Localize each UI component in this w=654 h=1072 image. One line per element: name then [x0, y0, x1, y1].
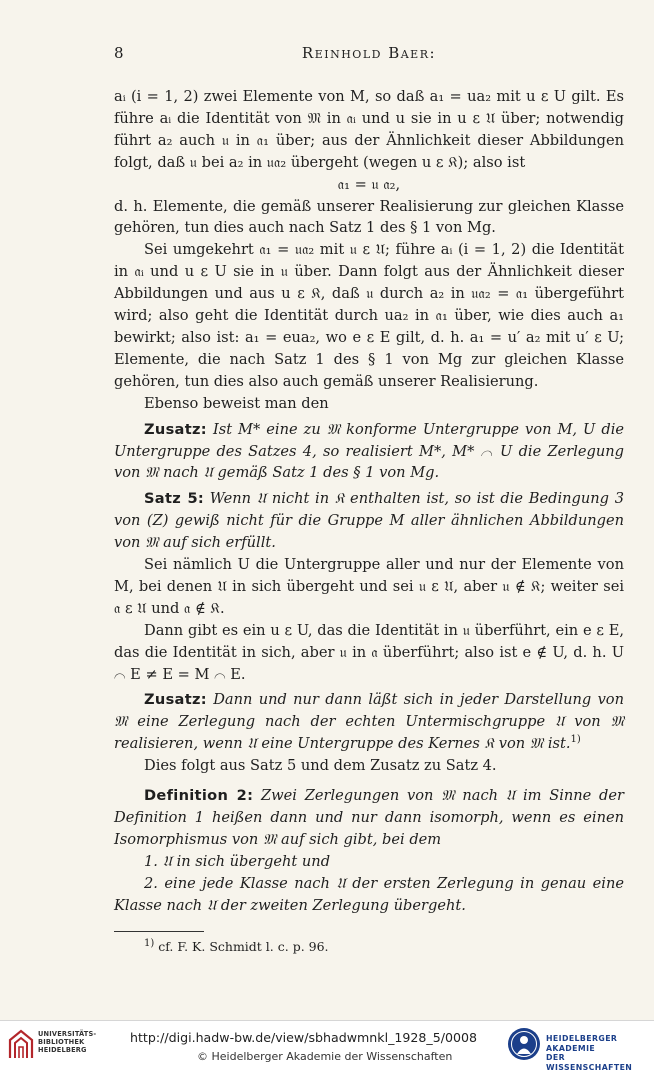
viewer-footer [0, 1020, 654, 1072]
academy-name: HEIDELBERGER AKADEMIE DER WISSENSCHAFTEN [546, 1034, 633, 1072]
satz-5-text: Wenn 𝔘 nicht in 𝔎 enthalten ist, so ist die Bedingung 3 von (Z) gewiß nicht für die Gruppe M aller ähnlichen Abbildungen von 𝔐 auf sich erfüllt. [114, 490, 625, 552]
zusatz-1 [114, 419, 624, 485]
copyright-text: © Heidelberger Akademie der Wissenschaften [197, 1050, 453, 1063]
satz-5 [114, 488, 624, 554]
page-number: 8 [114, 44, 125, 62]
zusatz-2-text: Dann und nur dann läßt sich in jeder Darstellung von 𝔐 eine Zerlegung nach der echten Untermischgruppe 𝔘 von 𝔐 realisieren, wenn 𝔘 eine Untergruppe des Kernes 𝔎 von 𝔐 ist. [114, 691, 624, 753]
equation-1: 𝔞₁ = 𝔲 𝔞₂, [337, 175, 401, 193]
running-title: Reinhold Baer: [301, 44, 437, 62]
paragraph-1: aᵢ (i = 1, 2) zwei Elemente von M, so daß a₁ = ua₂ mit u ε U gilt. Es führe aᵢ die Identität von 𝔐 in 𝔞ᵢ und u sie in u ε 𝔘 über; notwendig führt a₂ auch 𝔲 in 𝔞₁ über; aus der Ähnlichkeit dieser Abbildungen folgt, daß 𝔲 bei a₂ in 𝔲𝔞₂ übergeht (wegen u ε 𝔎); also ist [114, 88, 624, 171]
permalink-url[interactable]: http://digi.hadw-bw.de/view/sbhadwmnkl_1928_5/0008 [130, 1030, 478, 1045]
definition-2-label: Definition 2: [144, 787, 254, 805]
page-body [114, 86, 624, 956]
university-library-name: UNIVERSITÄTS- BIBLIOTHEK HEIDELBERG [38, 1030, 97, 1054]
zusatz-1-text: Ist M* eine zu 𝔐 konforme Untergruppe von M, U die Untergruppe des Satzes 4, so realisiert M*, M* ⌒ U die Zerlegung von 𝔐 nach 𝔘 gemäß Satz 1 des § 1 von Mg. [114, 420, 624, 482]
footnote-rule [114, 931, 204, 932]
satz-5-label: Satz 5: [144, 490, 205, 508]
university-library-logo[interactable] [8, 1028, 34, 1060]
footnote-mark: 1) [144, 937, 155, 949]
paragraph-3: Sei umgekehrt 𝔞₁ = 𝔲𝔞₂ mit 𝔲 ε 𝔘; führe aᵢ (i = 1, 2) die Identität in 𝔞ᵢ und u ε U sie in 𝔲 über. Dann folgt aus der Ähnlichkeit dieser Abbildungen und aus u ε 𝔎, daß 𝔲 durch a₂ in 𝔲𝔞₂ = 𝔞₁ übergeführt wird; also geht die Identität durch ua₂ in 𝔞₁ über, wie dies auch a₁ bewirkt; also ist: a₁ = eua₂, wo e ε E gilt, d. h. a₁ = u′ a₂ mit u′ ε U; Elemente, die nach Satz 1 des § 1 von Mg zur gleichen Klasse gehören, tun dies also auch gemäß unserer Realisierung. [114, 241, 624, 390]
definition-item-1: 1. 𝔘 in sich übergeht und [144, 852, 331, 870]
zusatz-1-label: Zusatz: [144, 420, 207, 438]
definition-2-text: Zwei Zerlegungen von 𝔐 nach 𝔘 im Sinne der Definition 1 heißen dann und nur dann isomorph, wenn es einen Isomorphismus von 𝔐 auf sich gibt, bei dem [114, 787, 625, 848]
paragraph-7: Dies folgt aus Satz 5 und dem Zusatz zu Satz 4. [144, 757, 497, 775]
footnote-ref: 1) [570, 734, 581, 746]
definition-item-2: 2. eine jede Klasse nach 𝔘 der ersten Zerlegung in genau eine Klasse nach 𝔘 der zweiten Zerlegung übergeht. [114, 874, 624, 914]
zusatz-2-label: Zusatz: [144, 691, 207, 709]
paragraph-4: Ebenso beweist man den [144, 394, 329, 412]
academy-seal-logo[interactable] [507, 1027, 541, 1061]
zusatz-2 [114, 689, 624, 755]
paragraph-2: d. h. Elemente, die gemäß unserer Realisierung zur gleichen Klasse gehören, tun dies auch nach Satz 1 des § 1 von Mg. [114, 197, 624, 237]
definition-2 [114, 785, 624, 851]
paragraph-6: Dann gibt es ein u ε U, das die Identität in 𝔲 überführt, ein e ε E, das die Identität in sich, aber 𝔲 in 𝔞 überführt; also ist e ∉ U, d. h. U ⌒ E ≠ E = M ⌒ E. [114, 621, 624, 683]
footnote [114, 938, 624, 956]
paragraph-5: Sei nämlich U die Untergruppe aller und nur der Elemente von M, bei denen 𝔘 in sich übergeht und sei 𝔲 ε 𝔘, aber 𝔲 ∉ 𝔎; weiter sei 𝔞 ε 𝔘 und 𝔞 ∉ 𝔎. [114, 556, 624, 617]
footnote-text: cf. F. K. Schmidt l. c. p. 96. [158, 938, 329, 954]
